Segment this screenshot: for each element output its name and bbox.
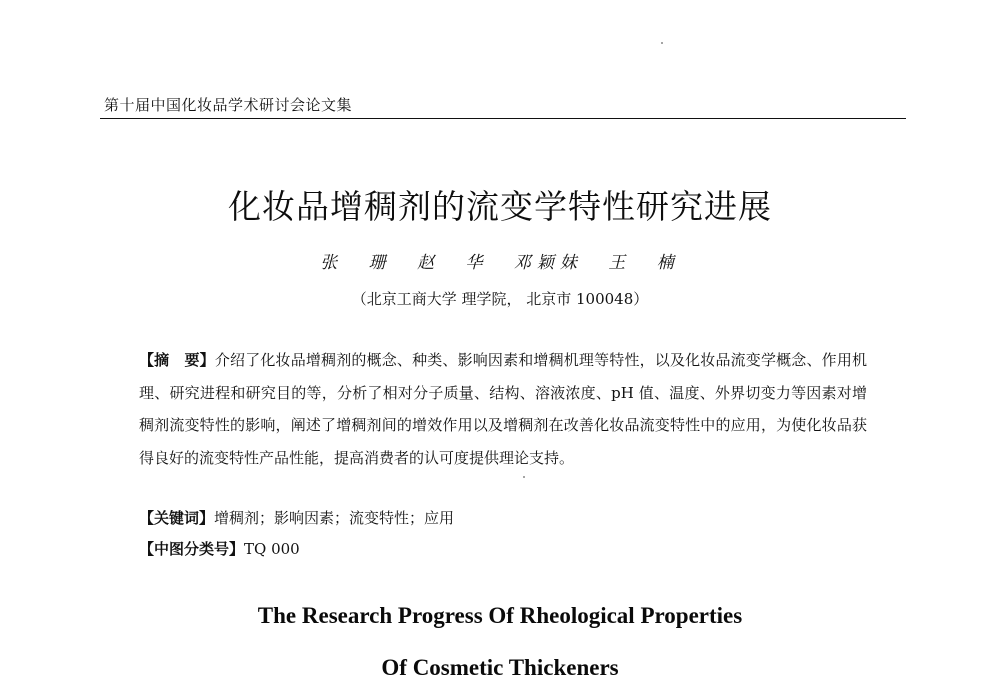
classification-code: TQ 000: [244, 540, 300, 558]
article-title-en-line2: Of Cosmetic Thickeners: [381, 655, 619, 680]
keywords-label: 【关键词】: [139, 509, 215, 527]
scan-speck: [661, 42, 663, 44]
classification-label: 【中图分类号】: [139, 540, 245, 558]
abstract-label: 【摘 要】: [139, 351, 215, 369]
author-affiliation: （北京工商大学 理学院， 北京市 100048）: [351, 290, 649, 308]
author-list: 张 珊 赵 华 邓颖妹 王 楠: [320, 253, 680, 273]
scan-speck: [523, 476, 525, 478]
abstract-text: 介绍了化妆品增稠剂的概念、种类、影响因素和增稠机理等特性，以及化妆品流变学概念、作用机理、研究进程和研究目的等，分析了相对分子质量、结构、溶液浓度、pH 值、温度、外界切变力等因素对增稠剂流变特性的影响，阐述了增稠剂间的增效作用以及增稠剂在改善化妆品流变特性中的应用，为使化妆品获得良好的流变特性产品性能，提高消费者的认可度提供理论支持。: [139, 351, 867, 467]
classification-line: [139, 538, 300, 559]
abstract-paragraph: [139, 344, 867, 474]
keywords-line: [139, 507, 454, 528]
article-title-en-line1: The Research Progress Of Rheological Properties: [257, 603, 743, 628]
running-head: 第十届中国化妆品学术研讨会论文集: [104, 96, 353, 114]
header-rule: [100, 118, 906, 119]
article-title-cn: 化妆品增稠剂的流变学特性研究进展: [228, 187, 772, 226]
keywords-text: 增稠剂；影响因素；流变特性；应用: [214, 509, 455, 527]
